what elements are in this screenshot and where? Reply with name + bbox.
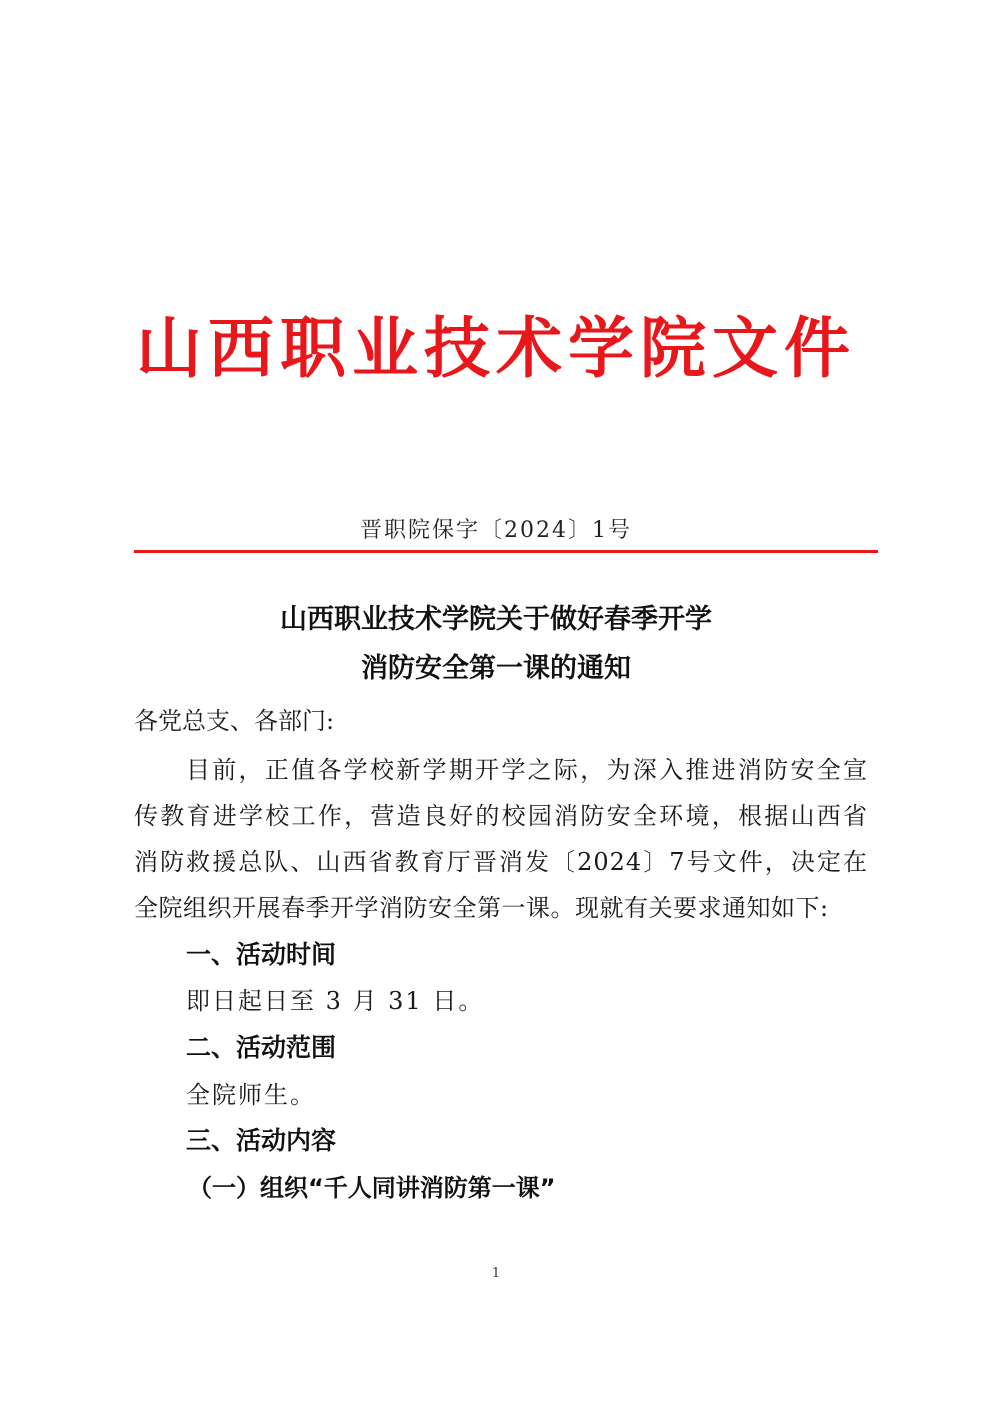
document-number: 晋职院保字〔2024〕1号 xyxy=(360,518,632,543)
notice-title-line-2: 消防安全第一课的通知 xyxy=(361,653,631,684)
document-header-title: 山西职业技术学院文件 xyxy=(136,309,856,387)
sub-heading-lecture: （一）组织“千人同讲消防第一课” xyxy=(188,1174,556,1202)
intro-paragraph-line-4: 全院组织开展春季开学消防安全第一课。现就有关要求通知如下: xyxy=(134,894,829,922)
red-divider-rule xyxy=(134,550,878,553)
intro-paragraph-line-2: 传教育进学校工作，营造良好的校园消防安全环境，根据山西省 xyxy=(134,802,868,830)
intro-paragraph-line-1: 目前，正值各学校新学期开学之际，为深入推进消防安全宣 xyxy=(186,756,868,784)
page-number: 1 xyxy=(491,1266,501,1281)
notice-title-line-1: 山西职业技术学院关于做好春季开学 xyxy=(280,604,712,635)
section-text-activity-scope: 全院师生。 xyxy=(186,1081,316,1109)
section-heading-activity-scope: 二、活动范围 xyxy=(186,1033,337,1062)
section-text-activity-time: 即日起日至 3 月 31 日。 xyxy=(186,987,485,1015)
section-heading-activity-content: 三、活动内容 xyxy=(186,1126,337,1155)
section-heading-activity-time: 一、活动时间 xyxy=(186,940,337,969)
intro-paragraph-line-3: 消防救援总队、山西省教育厅晋消发〔2024〕7号文件，决定在 xyxy=(134,848,868,876)
salutation: 各党总支、各部门: xyxy=(134,707,335,735)
